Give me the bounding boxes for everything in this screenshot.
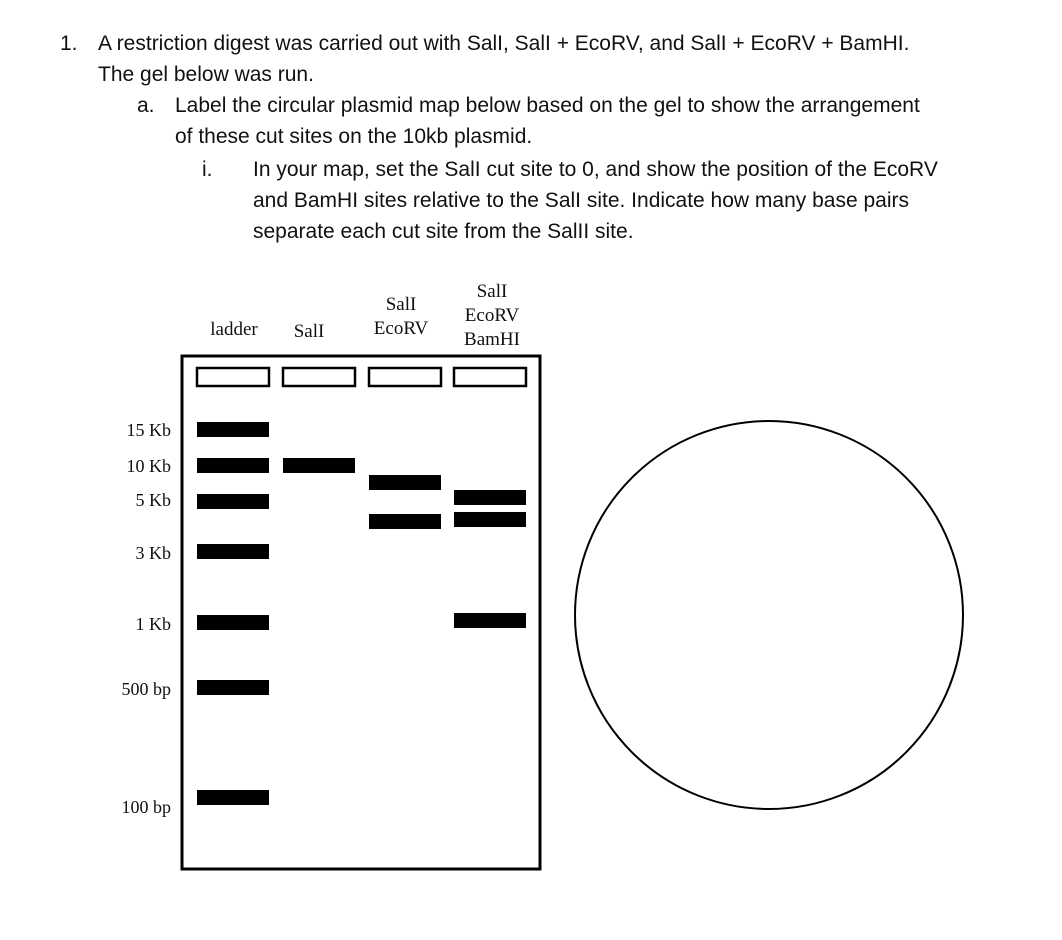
lane-label-ladder: ladder — [210, 319, 258, 340]
gel-band — [454, 490, 526, 505]
gel-band — [197, 458, 269, 473]
gel-band — [197, 680, 269, 695]
gel-band — [197, 790, 269, 805]
sub-i-marker: i. — [202, 158, 213, 181]
ladder-label-15kb: 15 Kb — [126, 420, 171, 440]
lane-label-sali-ecorv-line1: SalI — [385, 294, 417, 315]
sub-i-line1: In your map, set the SalI cut site to 0, and show the position of the EcoRV — [253, 158, 938, 181]
plasmid-map-circle — [575, 421, 963, 809]
gel-band — [197, 615, 269, 630]
part-a-line2: of these cut sites on the 10kb plasmid. — [175, 125, 533, 148]
gel-band — [197, 494, 269, 509]
gel-band — [197, 422, 269, 437]
gel-well — [283, 368, 355, 386]
lane-label-triple-line3: BamHI — [464, 329, 520, 350]
gel-band — [454, 512, 526, 527]
gel-well — [369, 368, 441, 386]
gel-band — [369, 514, 441, 529]
question-number: 1. — [60, 32, 78, 55]
gel-band — [197, 544, 269, 559]
gel-band — [369, 475, 441, 490]
gel-well — [197, 368, 269, 386]
ladder-label-100bp: 100 bp — [121, 797, 171, 817]
lane-label-triple-line1: SalI — [476, 281, 508, 302]
gel-bands — [197, 422, 526, 805]
lane-label-sali: SalI — [293, 321, 325, 342]
ladder-label-5kb: 5 Kb — [135, 490, 171, 510]
ladder-label-10kb: 10 Kb — [126, 456, 171, 476]
lane-label-triple-line2: EcoRV — [464, 305, 520, 326]
ladder-label-1kb: 1 Kb — [135, 614, 171, 634]
question-text-line1: A restriction digest was carried out with SalI, SalI + EcoRV, and SalI + EcoRV + BamHI. — [98, 32, 910, 55]
part-a-line1: Label the circular plasmid map below based on the gel to show the arrangement — [175, 94, 920, 117]
lane-label-sali-ecorv-line2: EcoRV — [373, 318, 429, 339]
ladder-label-3kb: 3 Kb — [135, 543, 171, 563]
gel-well — [454, 368, 526, 386]
question-text-line2: The gel below was run. — [98, 63, 314, 86]
part-a-marker: a. — [137, 94, 155, 117]
gel-band — [454, 613, 526, 628]
ladder-label-500bp: 500 bp — [121, 679, 171, 699]
gel-band — [283, 458, 355, 473]
sub-i-line3: separate each cut site from the SalII site. — [253, 220, 634, 243]
sub-i-line2: and BamHI sites relative to the SalI site. Indicate how many base pairs — [253, 189, 909, 212]
